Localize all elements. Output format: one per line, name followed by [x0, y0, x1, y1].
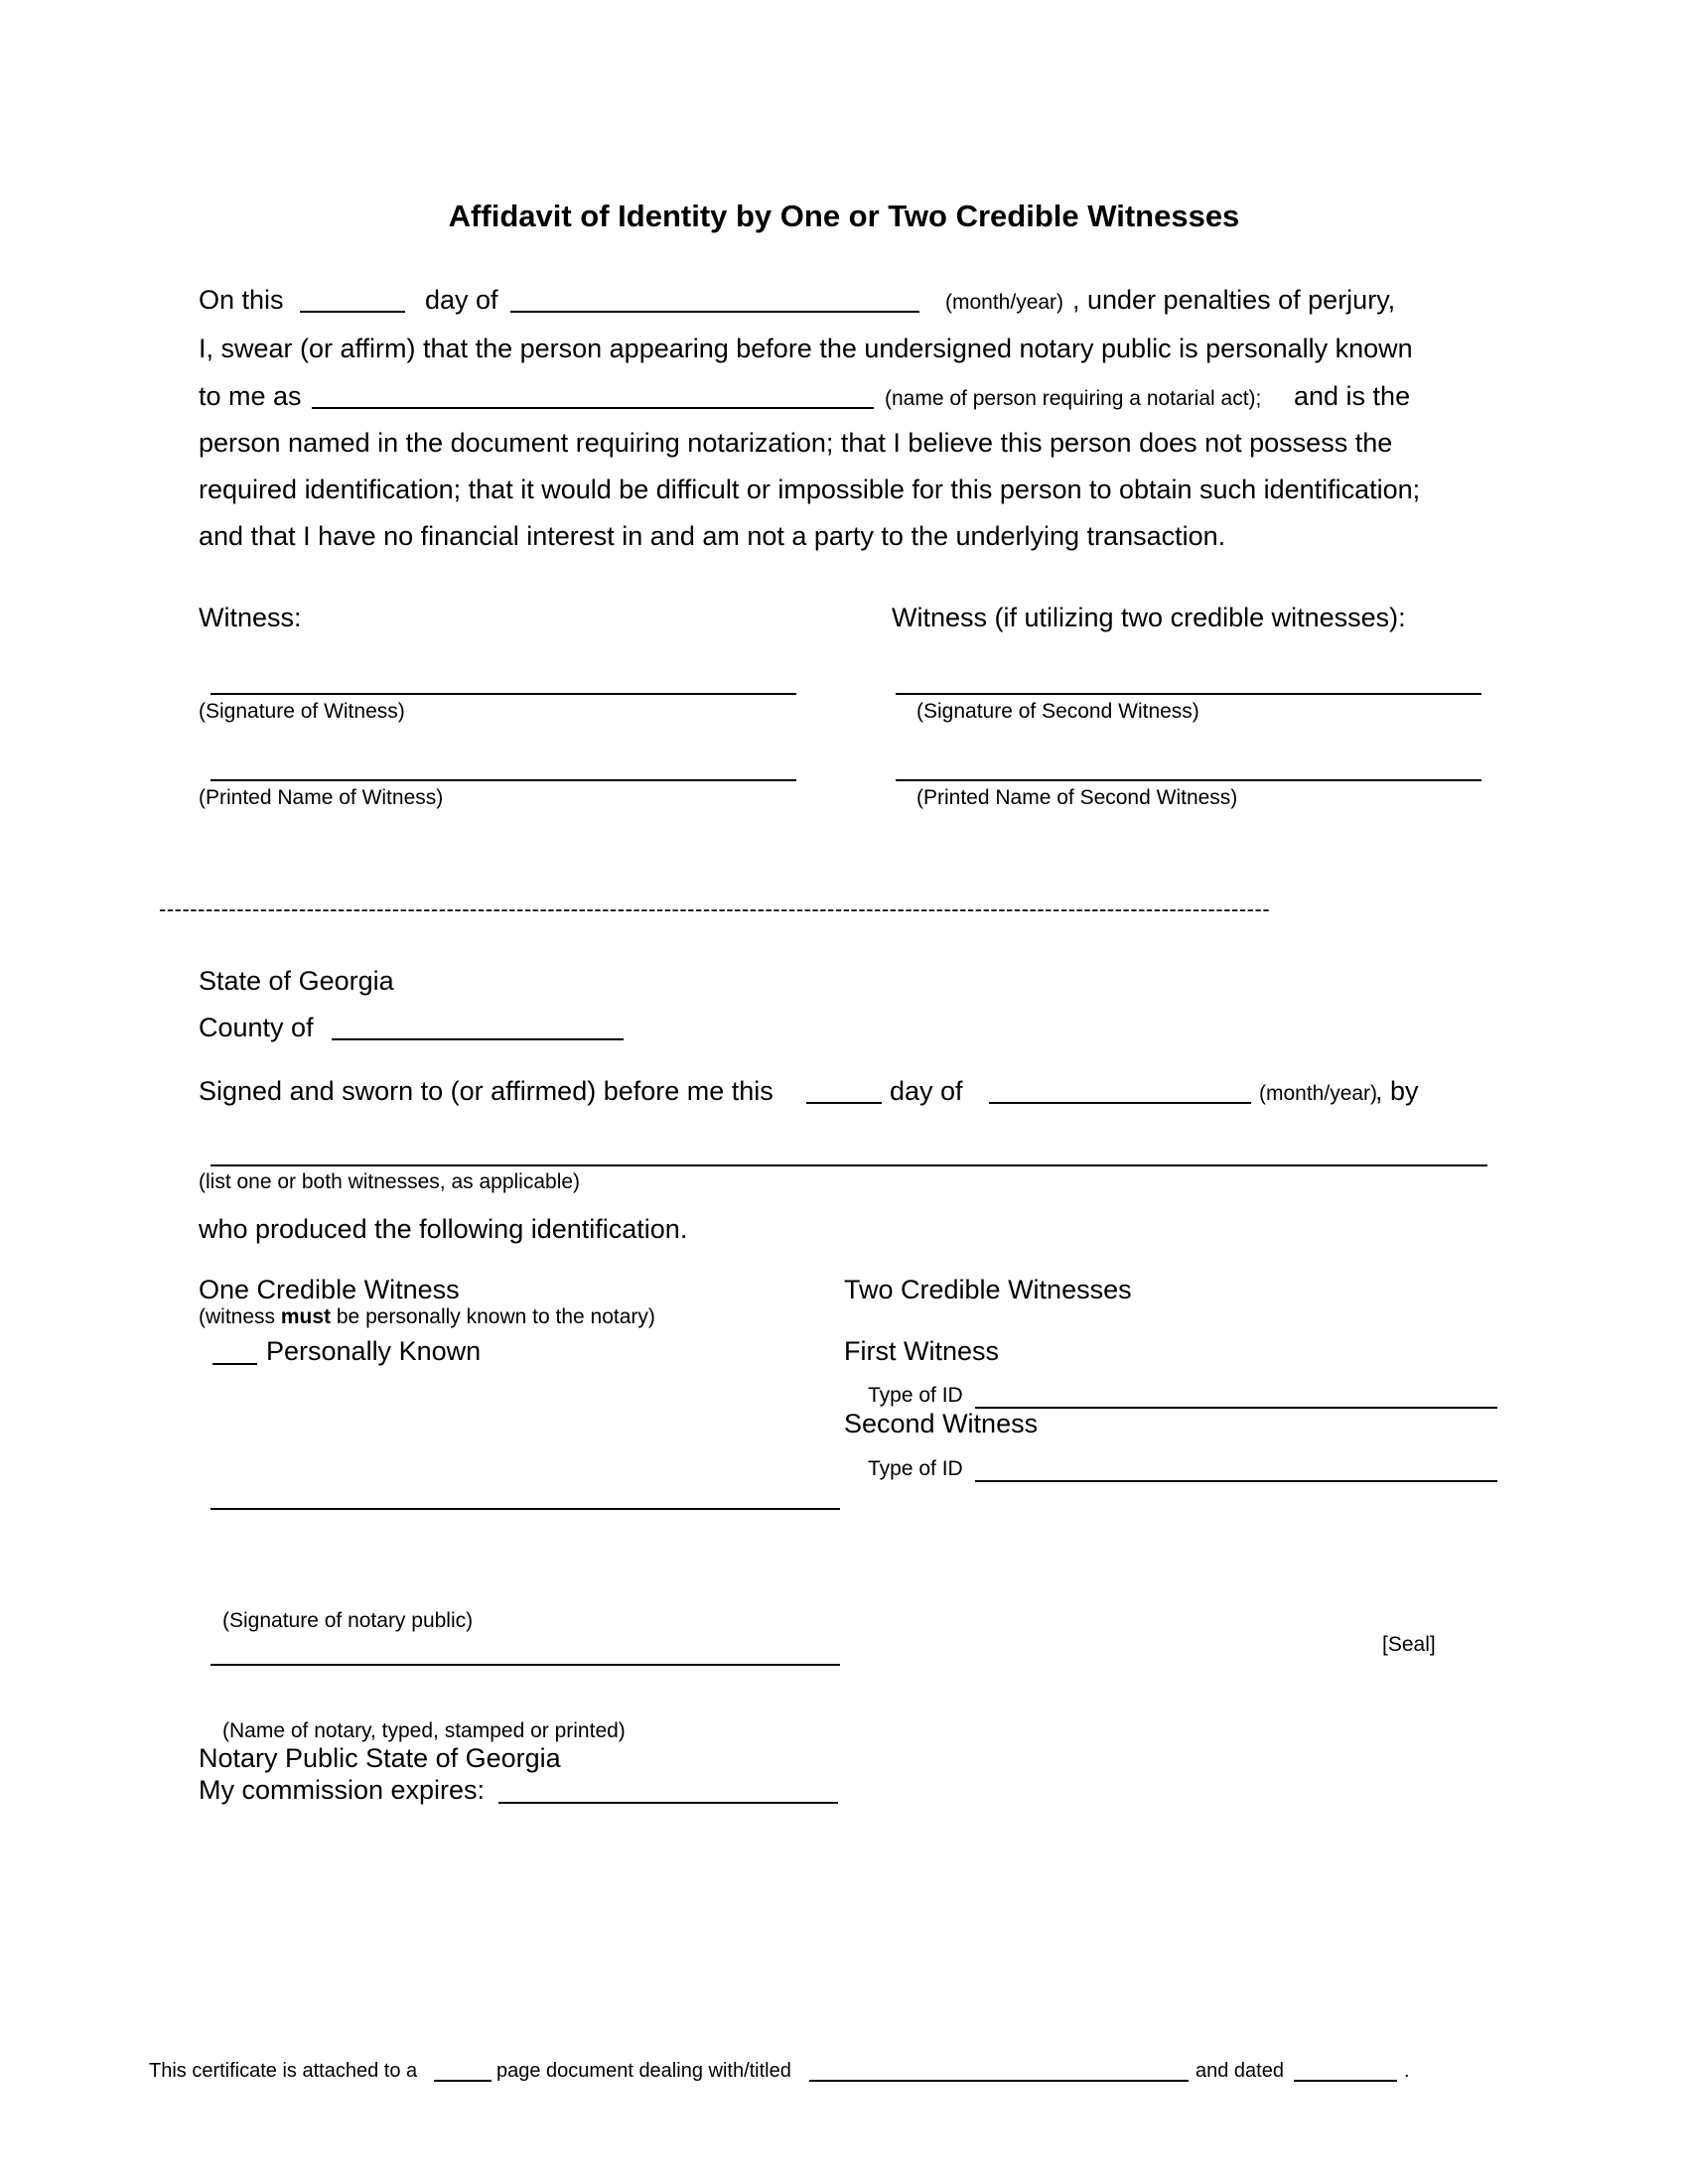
section-separator: ----------------------------------------------------------------------------------------------------------------------------------------------- — [159, 896, 1271, 921]
first-witness-label: First Witness — [844, 1336, 1000, 1366]
footer-period: . — [1404, 2060, 1410, 2082]
commission-expires-label: My commission expires: — [199, 1775, 486, 1805]
affidavit-on-this: On this — [199, 285, 284, 315]
one-witness-note-end: be personally known to the notary) — [331, 1305, 655, 1328]
month-year-blank[interactable] — [510, 311, 919, 313]
affidavit-day-of: day of — [425, 285, 498, 315]
footer-attached-text: This certificate is attached to a — [149, 2060, 418, 2082]
sworn-month-year-blank[interactable] — [989, 1102, 1251, 1104]
document-title: Affidavit of Identity by One or Two Credible Witnesses — [448, 199, 1240, 233]
personally-known-label: Personally Known — [266, 1336, 482, 1366]
sworn-by: , by — [1375, 1076, 1419, 1106]
first-witness-type-of-id-label: Type of ID — [868, 1384, 963, 1407]
month-year-hint: (month/year) — [945, 291, 1064, 314]
notary-signature-label: (Signature of notary public) — [222, 1609, 474, 1632]
one-witness-note-must: must — [280, 1305, 332, 1328]
witness-signature-line[interactable] — [211, 693, 796, 695]
witness-printed-name-line[interactable] — [211, 779, 796, 781]
sworn-day-blank[interactable] — [806, 1102, 882, 1104]
notary-public-state: Notary Public State of Georgia — [199, 1743, 561, 1773]
notary-name-label: (Name of notary, typed, stamped or printed) — [222, 1719, 626, 1742]
second-witness-signature-line[interactable] — [896, 693, 1481, 695]
one-witness-note — [199, 1304, 655, 1330]
second-witness-type-of-id-label: Type of ID — [868, 1457, 963, 1480]
witness-signature-label: (Signature of Witness) — [199, 700, 405, 723]
affidavit-to-me-as: to me as — [199, 381, 302, 411]
affidavit-line-6: and that I have no financial interest in and am not a party to the underlying transaction. — [199, 521, 1226, 551]
produced-identification-text: who produced the following identification. — [199, 1214, 688, 1244]
witness-printed-name-label: (Printed Name of Witness) — [199, 786, 444, 809]
first-witness-type-of-id-line[interactable] — [975, 1407, 1497, 1409]
county-label: County of — [199, 1013, 314, 1042]
affidavit-and-is-the: and is the — [1294, 381, 1411, 411]
notary-name-line[interactable] — [211, 1664, 840, 1666]
one-witness-note-start: (witness — [199, 1305, 281, 1328]
footer-page-count-blank[interactable] — [434, 2080, 492, 2082]
second-witness-signature-label: (Signature of Second Witness) — [916, 700, 1199, 723]
witness-list-line[interactable] — [211, 1164, 1487, 1166]
affidavit-line-4: person named in the document requiring notarization; that I believe this person does not possess the — [199, 428, 1393, 458]
second-witness-heading: Witness (if utilizing two credible witnesses): — [892, 603, 1406, 632]
second-witness-type-of-id-line[interactable] — [975, 1480, 1497, 1482]
state-label: State of Georgia — [199, 966, 394, 996]
witness-heading: Witness: — [199, 603, 302, 632]
sworn-text: Signed and sworn to (or affirmed) before me this — [199, 1076, 774, 1106]
personally-known-checkbox-blank[interactable] — [212, 1363, 257, 1365]
footer-titled-text: page document dealing with/titled — [496, 2060, 791, 2082]
footer-title-blank[interactable] — [809, 2080, 1189, 2082]
seal-label: [Seal] — [1382, 1633, 1436, 1656]
one-witness-heading: One Credible Witness — [199, 1275, 460, 1304]
commission-expires-line[interactable] — [498, 1802, 838, 1804]
person-name-blank[interactable] — [312, 407, 874, 409]
second-witness-printed-name-label: (Printed Name of Second Witness) — [916, 786, 1238, 809]
day-blank[interactable] — [300, 311, 405, 313]
footer-dated-text: and dated — [1196, 2060, 1284, 2082]
footer-date-blank[interactable] — [1294, 2080, 1397, 2082]
person-name-hint: (name of person requiring a notarial act); — [885, 387, 1262, 410]
second-witness-label: Second Witness — [844, 1409, 1039, 1438]
witness-list-hint: (list one or both witnesses, as applicable) — [199, 1170, 581, 1193]
affidavit-line-2: I, swear (or affirm) that the person appearing before the undersigned notary public is personally known — [199, 334, 1413, 363]
affidavit-perjury: , under penalties of perjury, — [1072, 285, 1396, 315]
affidavit-line-5: required identification; that it would be difficult or impossible for this person to obtain such identification; — [199, 475, 1421, 504]
two-witnesses-heading: Two Credible Witnesses — [844, 1275, 1132, 1304]
county-blank[interactable] — [332, 1038, 624, 1040]
notary-signature-line[interactable] — [211, 1508, 840, 1510]
sworn-month-year-hint: (month/year) — [1259, 1082, 1378, 1105]
sworn-day-of: day of — [890, 1076, 963, 1106]
second-witness-printed-name-line[interactable] — [896, 779, 1481, 781]
